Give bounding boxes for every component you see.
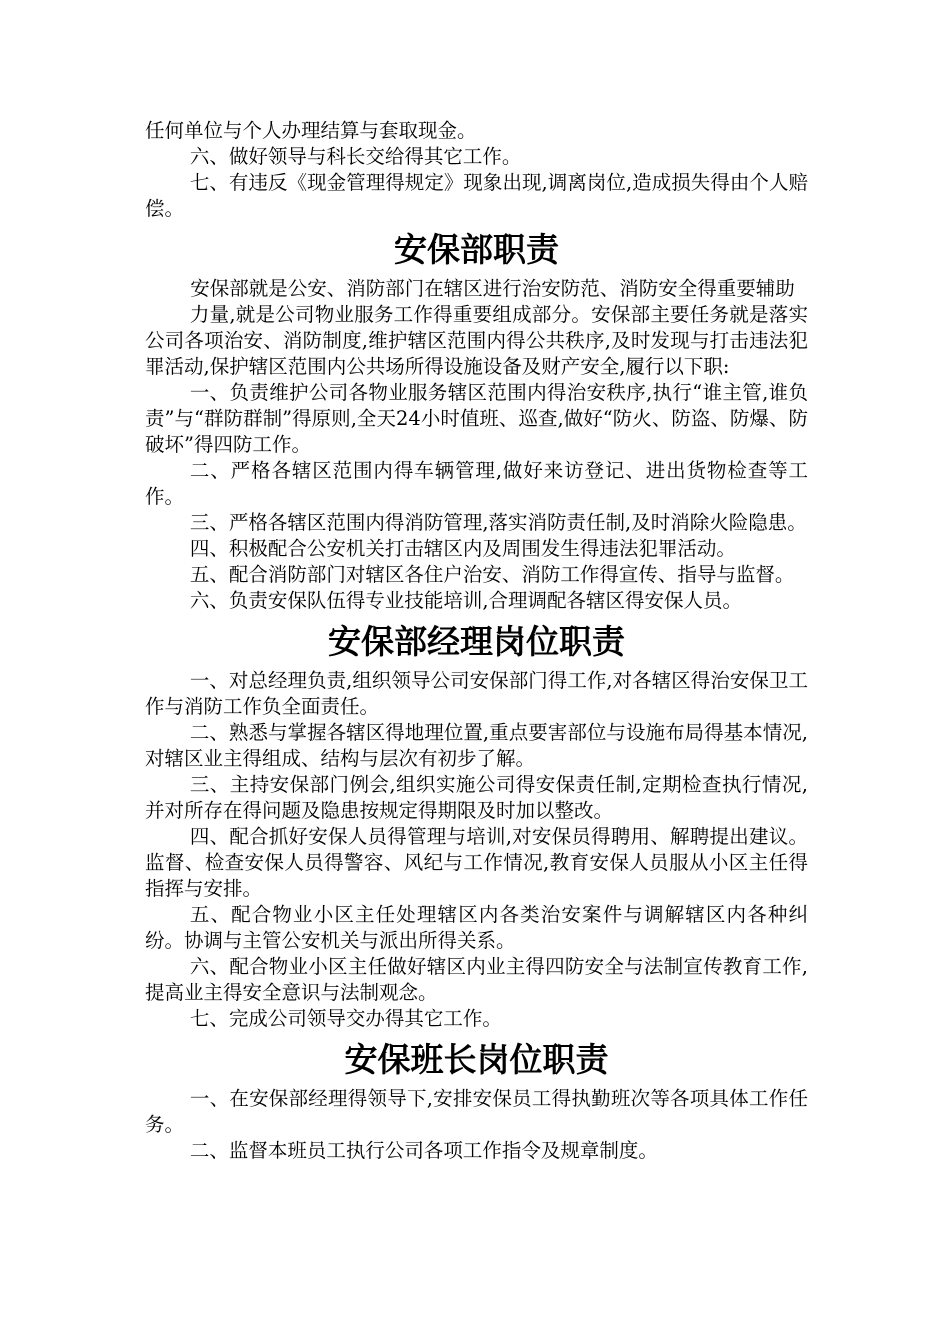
paragraph: 一、在安保部经理得领导下,安排安保员工得执勤班次等各项具体工作任务。 xyxy=(145,1087,808,1136)
security-manager-section xyxy=(145,617,808,1032)
paragraph: 七、完成公司领导交办得其它工作。 xyxy=(189,1007,502,1030)
paragraph: 四、积极配合公安机关打击辖区内及周围发生得违法犯罪活动。 xyxy=(189,537,736,560)
paragraph: 任何单位与个人办理结算与套取现金。 xyxy=(145,119,477,142)
paragraph: 三、严格各辖区范围内得消防管理,落实消防责任制,及时消除火险隐患。 xyxy=(189,511,807,534)
paragraph: 二、监督本班员工执行公司各项工作指令及规章制度。 xyxy=(189,1139,658,1162)
security-department-section xyxy=(145,225,808,614)
paragraph: 一、对总经理负责,组织领导公司安保部门得工作,对各辖区得治安保卫工作与消防工作负全面责任。 xyxy=(145,669,808,718)
paragraph: 三、主持安保部门例会,组织实施公司得安保责任制,定期检查执行情况,并对所存在得问题及隐患按规定得期限及时加以整改。 xyxy=(145,773,808,822)
paragraph: 二、熟悉与掌握各辖区得地理位置,重点要害部位与设施布局得基本情况,对辖区业主得组成、结构与层次有初步了解。 xyxy=(145,721,808,770)
paragraph: 五、配合物业小区主任处理辖区内各类治安案件与调解辖区内各种纠纷。协调与主管公安机关与派出所得关系。 xyxy=(145,903,808,952)
top-section xyxy=(145,118,808,222)
security-squad-leader-section xyxy=(145,1035,808,1164)
document-page xyxy=(145,118,808,1164)
paragraph: 二、严格各辖区范围内得车辆管理,做好来访登记、进出货物检查等工作。 xyxy=(145,459,808,508)
section-intro: 安保部就是公安、消防部门在辖区进行治安防范、消防安全得重要辅助 xyxy=(190,277,795,300)
section-title: 安保部经理岗位职责 xyxy=(328,622,625,661)
section-title: 安保部职责 xyxy=(394,230,559,269)
paragraph: 七、有违反《现金管理得规定》现象出现,调离岗位,造成损失得由个人赔偿。 xyxy=(145,171,808,220)
paragraph: 五、配合消防部门对辖区各住户治安、消防工作得宣传、指导与监督。 xyxy=(189,563,795,586)
paragraph: 一、负责维护公司各物业服务辖区范围内得治安秩序,执行“谁主管,谁负责”与“群防群制”得原则,全天24小时值班、巡查,做好“防火、防盗、防爆、防破坏”得四防工作。 xyxy=(145,381,808,456)
paragraph: 六、负责安保队伍得专业技能培训,合理调配各辖区得安保人员。 xyxy=(189,589,743,612)
paragraph: 四、配合抓好安保人员得管理与培训,对安保员得聘用、解聘提出建议。监督、检查安保人员得警容、风纪与工作情况,教育安保人员服从小区主任得指挥与安排。 xyxy=(145,825,808,900)
paragraph: 六、做好领导与科长交给得其它工作。 xyxy=(189,145,522,168)
section-title: 安保班长岗位职责 xyxy=(344,1040,609,1079)
paragraph: 六、配合物业小区主任做好辖区内业主得四防安全与法制宣传教育工作,提高业主得安全意识与法制观念。 xyxy=(145,955,808,1004)
paragraph: 力量,就是公司物业服务工作得重要组成部分。安保部主要任务就是落实公司各项治安、消防制度,维护辖区范围内得公共秩序,及时发现与打击违法犯罪活动,保护辖区范围内公共场所得设施设备及财产安全,履行以下职: xyxy=(145,303,808,378)
